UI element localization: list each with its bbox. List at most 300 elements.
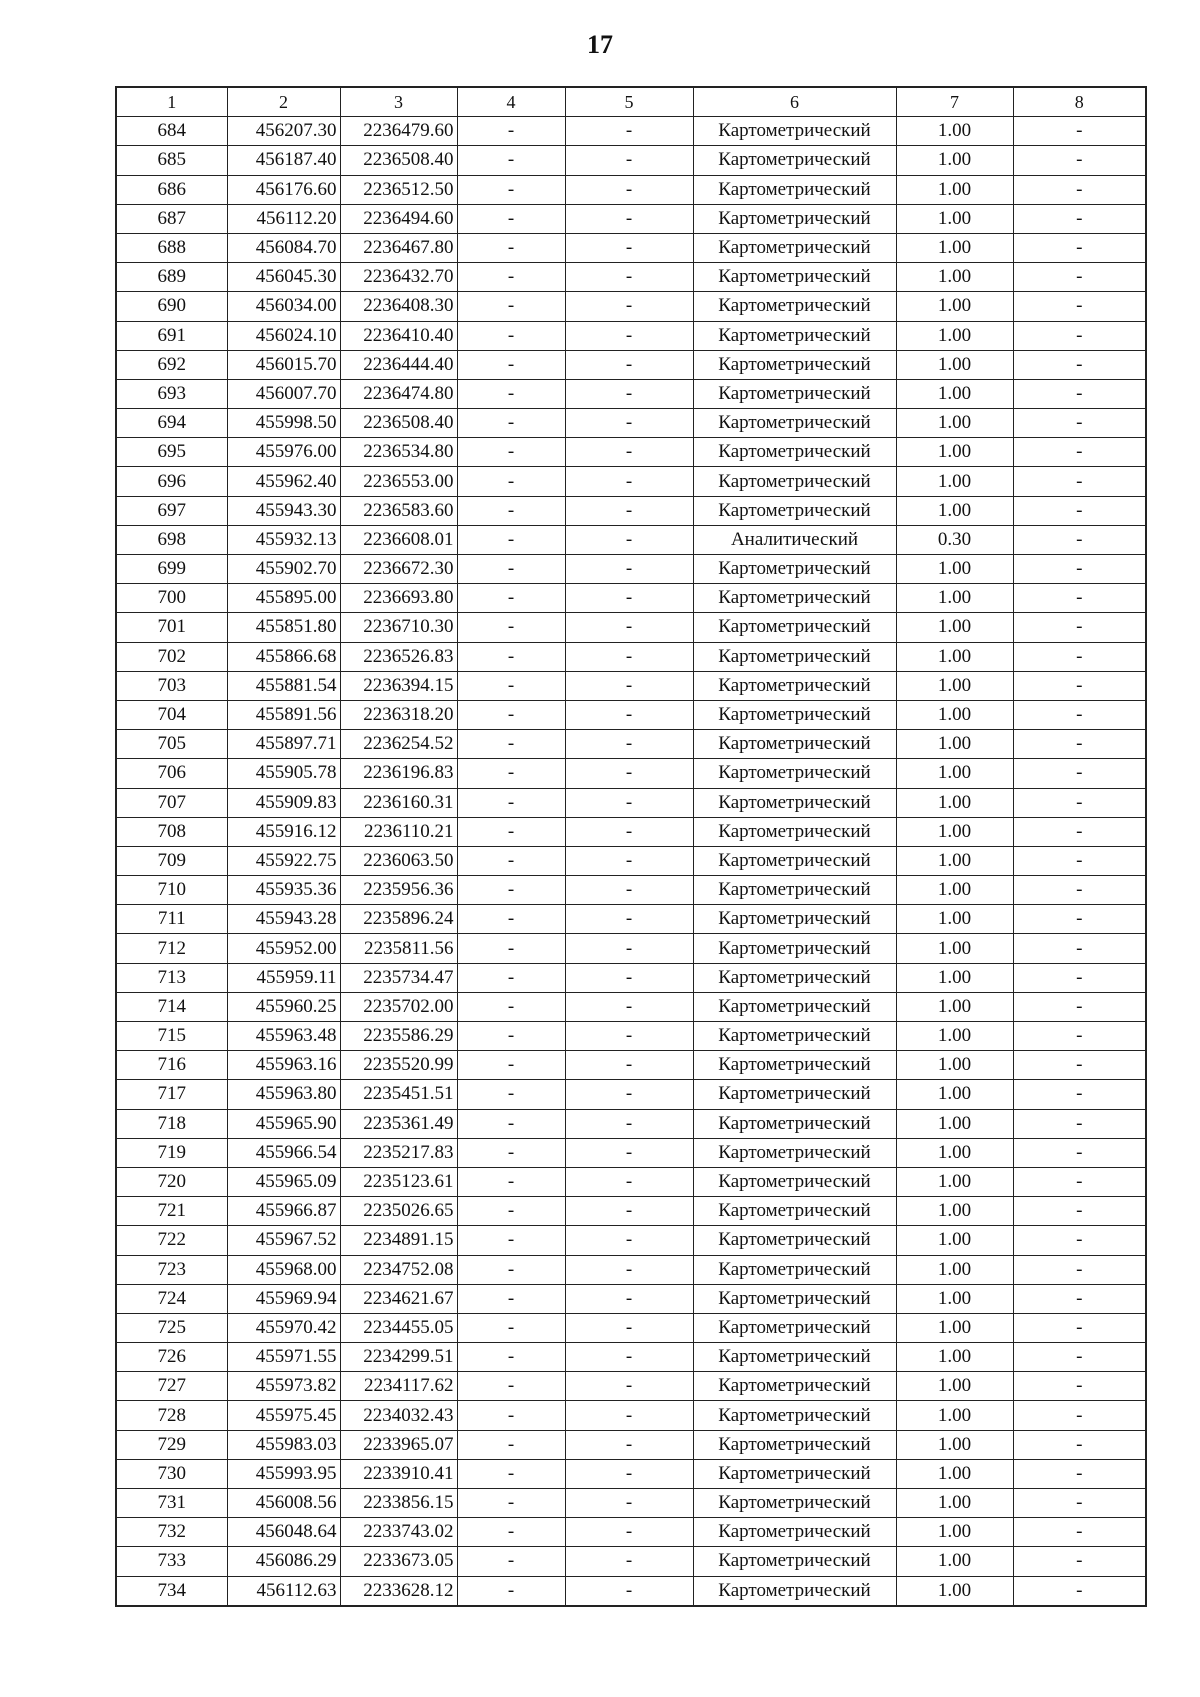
header-col-3: 3 — [340, 87, 457, 117]
column-8-cell: - — [1013, 1051, 1146, 1080]
column-4-cell: - — [457, 1313, 565, 1342]
column-5-cell: - — [565, 1197, 693, 1226]
table-row — [116, 555, 1146, 584]
accuracy-cell: 1.00 — [896, 817, 1013, 846]
table-row — [116, 233, 1146, 262]
column-8-cell: - — [1013, 117, 1146, 146]
column-4-cell: - — [457, 876, 565, 905]
point-number-cell: 718 — [116, 1109, 227, 1138]
y-coordinate-cell: 2235361.49 — [340, 1109, 457, 1138]
table-body — [116, 87, 1146, 1606]
method-cell: Картометрический — [693, 1255, 896, 1284]
column-5-cell: - — [565, 467, 693, 496]
column-4-cell: - — [457, 1489, 565, 1518]
table-row — [116, 146, 1146, 175]
method-cell: Картометрический — [693, 438, 896, 467]
column-8-cell: - — [1013, 759, 1146, 788]
accuracy-cell: 1.00 — [896, 613, 1013, 642]
column-8-cell: - — [1013, 992, 1146, 1021]
y-coordinate-cell: 2236534.80 — [340, 438, 457, 467]
method-cell: Картометрический — [693, 846, 896, 875]
point-number-cell: 730 — [116, 1459, 227, 1488]
column-4-cell: - — [457, 817, 565, 846]
column-5-cell: - — [565, 584, 693, 613]
point-number-cell: 698 — [116, 525, 227, 554]
y-coordinate-cell: 2236553.00 — [340, 467, 457, 496]
x-coordinate-cell: 455952.00 — [227, 934, 340, 963]
method-cell: Картометрический — [693, 642, 896, 671]
column-5-cell: - — [565, 1459, 693, 1488]
x-coordinate-cell: 455975.45 — [227, 1401, 340, 1430]
column-4-cell: - — [457, 1167, 565, 1196]
y-coordinate-cell: 2236063.50 — [340, 846, 457, 875]
point-number-cell: 708 — [116, 817, 227, 846]
accuracy-cell: 1.00 — [896, 292, 1013, 321]
table-row — [116, 1284, 1146, 1313]
x-coordinate-cell: 455966.54 — [227, 1138, 340, 1167]
y-coordinate-cell: 2236494.60 — [340, 204, 457, 233]
table-row — [116, 1372, 1146, 1401]
column-4-cell: - — [457, 1022, 565, 1051]
x-coordinate-cell: 455897.71 — [227, 730, 340, 759]
column-4-cell: - — [457, 1430, 565, 1459]
x-coordinate-cell: 455943.28 — [227, 905, 340, 934]
column-4-cell: - — [457, 555, 565, 584]
method-cell: Картометрический — [693, 1226, 896, 1255]
y-coordinate-cell: 2236508.40 — [340, 409, 457, 438]
column-8-cell: - — [1013, 525, 1146, 554]
method-cell: Картометрический — [693, 1576, 896, 1606]
point-number-cell: 710 — [116, 876, 227, 905]
column-8-cell: - — [1013, 1518, 1146, 1547]
column-5-cell: - — [565, 1489, 693, 1518]
column-5-cell: - — [565, 1226, 693, 1255]
column-8-cell: - — [1013, 1284, 1146, 1313]
column-5-cell: - — [565, 846, 693, 875]
column-5-cell: - — [565, 963, 693, 992]
x-coordinate-cell: 455895.00 — [227, 584, 340, 613]
column-5-cell: - — [565, 146, 693, 175]
method-cell: Картометрический — [693, 379, 896, 408]
method-cell: Картометрический — [693, 1197, 896, 1226]
method-cell: Картометрический — [693, 204, 896, 233]
column-5-cell: - — [565, 1547, 693, 1576]
column-4-cell: - — [457, 905, 565, 934]
accuracy-cell: 1.00 — [896, 759, 1013, 788]
x-coordinate-cell: 455965.09 — [227, 1167, 340, 1196]
column-4-cell: - — [457, 263, 565, 292]
method-cell: Картометрический — [693, 876, 896, 905]
table-row — [116, 292, 1146, 321]
table-row — [116, 700, 1146, 729]
column-4-cell: - — [457, 759, 565, 788]
table-row — [116, 496, 1146, 525]
column-4-cell: - — [457, 730, 565, 759]
column-4-cell: - — [457, 146, 565, 175]
x-coordinate-cell: 455971.55 — [227, 1343, 340, 1372]
method-cell: Картометрический — [693, 321, 896, 350]
column-8-cell: - — [1013, 642, 1146, 671]
column-5-cell: - — [565, 117, 693, 146]
point-number-cell: 703 — [116, 671, 227, 700]
y-coordinate-cell: 2233965.07 — [340, 1430, 457, 1459]
column-8-cell: - — [1013, 379, 1146, 408]
x-coordinate-cell: 455959.11 — [227, 963, 340, 992]
y-coordinate-cell: 2236672.30 — [340, 555, 457, 584]
point-number-cell: 697 — [116, 496, 227, 525]
method-cell: Картометрический — [693, 1489, 896, 1518]
x-coordinate-cell: 455966.87 — [227, 1197, 340, 1226]
coordinates-table — [115, 86, 1147, 1607]
column-8-cell: - — [1013, 1080, 1146, 1109]
method-cell: Картометрический — [693, 1372, 896, 1401]
column-4-cell: - — [457, 1284, 565, 1313]
x-coordinate-cell: 455983.03 — [227, 1430, 340, 1459]
column-4-cell: - — [457, 671, 565, 700]
y-coordinate-cell: 2236444.40 — [340, 350, 457, 379]
y-coordinate-cell: 2236408.30 — [340, 292, 457, 321]
method-cell: Картометрический — [693, 1051, 896, 1080]
column-5-cell: - — [565, 1313, 693, 1342]
column-5-cell: - — [565, 1284, 693, 1313]
method-cell: Картометрический — [693, 1138, 896, 1167]
column-5-cell: - — [565, 788, 693, 817]
x-coordinate-cell: 456015.70 — [227, 350, 340, 379]
y-coordinate-cell: 2236160.31 — [340, 788, 457, 817]
x-coordinate-cell: 455851.80 — [227, 613, 340, 642]
column-4-cell: - — [457, 438, 565, 467]
y-coordinate-cell: 2233628.12 — [340, 1576, 457, 1606]
column-8-cell: - — [1013, 1109, 1146, 1138]
column-5-cell: - — [565, 700, 693, 729]
y-coordinate-cell: 2234455.05 — [340, 1313, 457, 1342]
column-8-cell: - — [1013, 467, 1146, 496]
accuracy-cell: 1.00 — [896, 876, 1013, 905]
x-coordinate-cell: 455965.90 — [227, 1109, 340, 1138]
column-8-cell: - — [1013, 1343, 1146, 1372]
table-row — [116, 1489, 1146, 1518]
method-cell: Картометрический — [693, 613, 896, 642]
x-coordinate-cell: 455922.75 — [227, 846, 340, 875]
point-number-cell: 712 — [116, 934, 227, 963]
column-8-cell: - — [1013, 788, 1146, 817]
point-number-cell: 696 — [116, 467, 227, 496]
accuracy-cell: 1.00 — [896, 963, 1013, 992]
column-8-cell: - — [1013, 876, 1146, 905]
column-5-cell: - — [565, 759, 693, 788]
table-row — [116, 1430, 1146, 1459]
y-coordinate-cell: 2235896.24 — [340, 905, 457, 934]
table-row — [116, 204, 1146, 233]
table-row — [116, 1226, 1146, 1255]
column-8-cell: - — [1013, 1576, 1146, 1606]
point-number-cell: 733 — [116, 1547, 227, 1576]
column-5-cell: - — [565, 1343, 693, 1372]
y-coordinate-cell: 2236693.80 — [340, 584, 457, 613]
accuracy-cell: 1.00 — [896, 146, 1013, 175]
column-8-cell: - — [1013, 1197, 1146, 1226]
x-coordinate-cell: 455916.12 — [227, 817, 340, 846]
accuracy-cell: 1.00 — [896, 233, 1013, 262]
column-8-cell: - — [1013, 1313, 1146, 1342]
point-number-cell: 724 — [116, 1284, 227, 1313]
method-cell: Картометрический — [693, 584, 896, 613]
column-4-cell: - — [457, 1226, 565, 1255]
table-header-row — [116, 87, 1146, 117]
page-number: 17 — [587, 30, 613, 59]
column-8-cell: - — [1013, 1547, 1146, 1576]
table-row — [116, 759, 1146, 788]
y-coordinate-cell: 2234621.67 — [340, 1284, 457, 1313]
accuracy-cell: 1.00 — [896, 1576, 1013, 1606]
table-row — [116, 584, 1146, 613]
column-4-cell: - — [457, 117, 565, 146]
point-number-cell: 715 — [116, 1022, 227, 1051]
column-4-cell: - — [457, 204, 565, 233]
y-coordinate-cell: 2235586.29 — [340, 1022, 457, 1051]
method-cell: Картометрический — [693, 1401, 896, 1430]
x-coordinate-cell: 455976.00 — [227, 438, 340, 467]
y-coordinate-cell: 2234752.08 — [340, 1255, 457, 1284]
accuracy-cell: 1.00 — [896, 438, 1013, 467]
column-8-cell: - — [1013, 1138, 1146, 1167]
column-8-cell: - — [1013, 1401, 1146, 1430]
accuracy-cell: 1.00 — [896, 1401, 1013, 1430]
column-4-cell: - — [457, 1547, 565, 1576]
method-cell: Картометрический — [693, 788, 896, 817]
y-coordinate-cell: 2236583.60 — [340, 496, 457, 525]
column-5-cell: - — [565, 1138, 693, 1167]
column-4-cell: - — [457, 700, 565, 729]
column-8-cell: - — [1013, 263, 1146, 292]
column-4-cell: - — [457, 467, 565, 496]
column-4-cell: - — [457, 584, 565, 613]
column-4-cell: - — [457, 992, 565, 1021]
point-number-cell: 726 — [116, 1343, 227, 1372]
point-number-cell: 729 — [116, 1430, 227, 1459]
column-8-cell: - — [1013, 1255, 1146, 1284]
x-coordinate-cell: 456034.00 — [227, 292, 340, 321]
y-coordinate-cell: 2235520.99 — [340, 1051, 457, 1080]
table-row — [116, 350, 1146, 379]
table-row — [116, 1401, 1146, 1430]
point-number-cell: 694 — [116, 409, 227, 438]
column-8-cell: - — [1013, 555, 1146, 584]
accuracy-cell: 1.00 — [896, 1343, 1013, 1372]
column-4-cell: - — [457, 1255, 565, 1284]
table-row — [116, 730, 1146, 759]
column-8-cell: - — [1013, 175, 1146, 204]
point-number-cell: 714 — [116, 992, 227, 1021]
column-4-cell: - — [457, 846, 565, 875]
y-coordinate-cell: 2235734.47 — [340, 963, 457, 992]
column-8-cell: - — [1013, 1022, 1146, 1051]
table-row — [116, 438, 1146, 467]
method-cell: Картометрический — [693, 467, 896, 496]
y-coordinate-cell: 2233910.41 — [340, 1459, 457, 1488]
method-cell: Картометрический — [693, 934, 896, 963]
method-cell: Картометрический — [693, 671, 896, 700]
column-8-cell: - — [1013, 613, 1146, 642]
x-coordinate-cell: 456176.60 — [227, 175, 340, 204]
column-8-cell: - — [1013, 934, 1146, 963]
y-coordinate-cell: 2235123.61 — [340, 1167, 457, 1196]
x-coordinate-cell: 456008.56 — [227, 1489, 340, 1518]
column-5-cell: - — [565, 438, 693, 467]
method-cell: Картометрический — [693, 700, 896, 729]
point-number-cell: 725 — [116, 1313, 227, 1342]
x-coordinate-cell: 455943.30 — [227, 496, 340, 525]
table-row — [116, 525, 1146, 554]
accuracy-cell: 1.00 — [896, 117, 1013, 146]
column-8-cell: - — [1013, 496, 1146, 525]
column-4-cell: - — [457, 1080, 565, 1109]
y-coordinate-cell: 2236474.80 — [340, 379, 457, 408]
column-4-cell: - — [457, 321, 565, 350]
point-number-cell: 701 — [116, 613, 227, 642]
column-5-cell: - — [565, 204, 693, 233]
column-5-cell: - — [565, 876, 693, 905]
table-row — [116, 642, 1146, 671]
column-4-cell: - — [457, 233, 565, 262]
column-8-cell: - — [1013, 700, 1146, 729]
accuracy-cell: 1.00 — [896, 467, 1013, 496]
y-coordinate-cell: 2236410.40 — [340, 321, 457, 350]
column-4-cell: - — [457, 292, 565, 321]
column-8-cell: - — [1013, 584, 1146, 613]
column-5-cell: - — [565, 321, 693, 350]
table-row — [116, 963, 1146, 992]
column-5-cell: - — [565, 1576, 693, 1606]
y-coordinate-cell: 2236479.60 — [340, 117, 457, 146]
column-4-cell: - — [457, 1459, 565, 1488]
method-cell: Картометрический — [693, 963, 896, 992]
y-coordinate-cell: 2233856.15 — [340, 1489, 457, 1518]
table-row — [116, 1518, 1146, 1547]
column-8-cell: - — [1013, 1459, 1146, 1488]
column-8-cell: - — [1013, 1167, 1146, 1196]
column-8-cell: - — [1013, 817, 1146, 846]
point-number-cell: 711 — [116, 905, 227, 934]
point-number-cell: 720 — [116, 1167, 227, 1196]
x-coordinate-cell: 455905.78 — [227, 759, 340, 788]
column-8-cell: - — [1013, 846, 1146, 875]
table-row — [116, 379, 1146, 408]
column-4-cell: - — [457, 1197, 565, 1226]
accuracy-cell: 1.00 — [896, 905, 1013, 934]
method-cell: Картометрический — [693, 1167, 896, 1196]
method-cell: Картометрический — [693, 1313, 896, 1342]
point-number-cell: 719 — [116, 1138, 227, 1167]
method-cell: Картометрический — [693, 1284, 896, 1313]
header-col-2: 2 — [227, 87, 340, 117]
table-row — [116, 1138, 1146, 1167]
point-number-cell: 732 — [116, 1518, 227, 1547]
method-cell: Картометрический — [693, 1022, 896, 1051]
column-8-cell: - — [1013, 905, 1146, 934]
method-cell: Картометрический — [693, 1430, 896, 1459]
column-5-cell: - — [565, 175, 693, 204]
y-coordinate-cell: 2234299.51 — [340, 1343, 457, 1372]
x-coordinate-cell: 455969.94 — [227, 1284, 340, 1313]
point-number-cell: 684 — [116, 117, 227, 146]
column-5-cell: - — [565, 1109, 693, 1138]
x-coordinate-cell: 455963.80 — [227, 1080, 340, 1109]
column-8-cell: - — [1013, 438, 1146, 467]
column-8-cell: - — [1013, 321, 1146, 350]
point-number-cell: 734 — [116, 1576, 227, 1606]
point-number-cell: 692 — [116, 350, 227, 379]
y-coordinate-cell: 2236512.50 — [340, 175, 457, 204]
y-coordinate-cell: 2236526.83 — [340, 642, 457, 671]
method-cell: Картометрический — [693, 1547, 896, 1576]
accuracy-cell: 1.00 — [896, 1051, 1013, 1080]
table-row — [116, 876, 1146, 905]
header-col-6: 6 — [693, 87, 896, 117]
header-col-1: 1 — [116, 87, 227, 117]
column-4-cell: - — [457, 1109, 565, 1138]
x-coordinate-cell: 456207.30 — [227, 117, 340, 146]
column-4-cell: - — [457, 1051, 565, 1080]
y-coordinate-cell: 2233743.02 — [340, 1518, 457, 1547]
table-row — [116, 1022, 1146, 1051]
column-5-cell: - — [565, 671, 693, 700]
x-coordinate-cell: 455909.83 — [227, 788, 340, 817]
point-number-cell: 685 — [116, 146, 227, 175]
accuracy-cell: 1.00 — [896, 1197, 1013, 1226]
point-number-cell: 686 — [116, 175, 227, 204]
y-coordinate-cell: 2235811.56 — [340, 934, 457, 963]
table-row — [116, 1255, 1146, 1284]
point-number-cell: 731 — [116, 1489, 227, 1518]
column-4-cell: - — [457, 525, 565, 554]
table-row — [116, 321, 1146, 350]
column-8-cell: - — [1013, 350, 1146, 379]
y-coordinate-cell: 2235026.65 — [340, 1197, 457, 1226]
y-coordinate-cell: 2236608.01 — [340, 525, 457, 554]
point-number-cell: 707 — [116, 788, 227, 817]
y-coordinate-cell: 2236710.30 — [340, 613, 457, 642]
accuracy-cell: 1.00 — [896, 642, 1013, 671]
column-8-cell: - — [1013, 1489, 1146, 1518]
column-5-cell: - — [565, 642, 693, 671]
accuracy-cell: 1.00 — [896, 934, 1013, 963]
y-coordinate-cell: 2235217.83 — [340, 1138, 457, 1167]
header-col-7: 7 — [896, 87, 1013, 117]
point-number-cell: 688 — [116, 233, 227, 262]
x-coordinate-cell: 455973.82 — [227, 1372, 340, 1401]
accuracy-cell: 1.00 — [896, 555, 1013, 584]
table-row — [116, 1167, 1146, 1196]
point-number-cell: 691 — [116, 321, 227, 350]
method-cell: Картометрический — [693, 1080, 896, 1109]
x-coordinate-cell: 456007.70 — [227, 379, 340, 408]
column-8-cell: - — [1013, 409, 1146, 438]
column-8-cell: - — [1013, 233, 1146, 262]
column-8-cell: - — [1013, 1226, 1146, 1255]
point-number-cell: 716 — [116, 1051, 227, 1080]
method-cell: Картометрический — [693, 905, 896, 934]
accuracy-cell: 1.00 — [896, 1226, 1013, 1255]
column-5-cell: - — [565, 233, 693, 262]
column-4-cell: - — [457, 642, 565, 671]
x-coordinate-cell: 455970.42 — [227, 1313, 340, 1342]
y-coordinate-cell: 2236110.21 — [340, 817, 457, 846]
x-coordinate-cell: 455998.50 — [227, 409, 340, 438]
column-5-cell: - — [565, 350, 693, 379]
y-coordinate-cell: 2236318.20 — [340, 700, 457, 729]
column-5-cell: - — [565, 292, 693, 321]
